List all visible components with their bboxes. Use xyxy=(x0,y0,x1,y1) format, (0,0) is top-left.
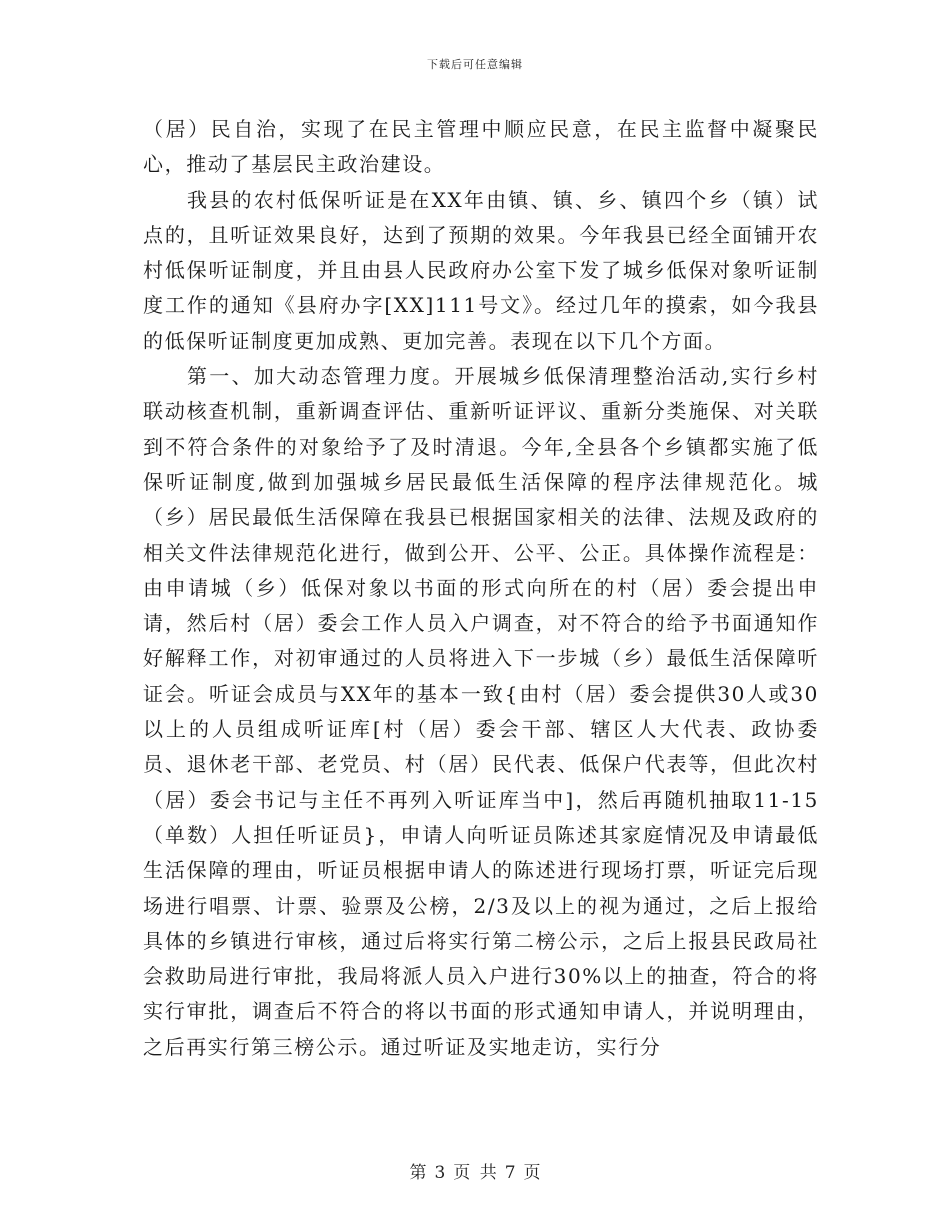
paragraph-first-point: 第一、加大动态管理力度。开展城乡低保清理整治活动,实行乡村联动核查机制，重新调查评估、重新听证评议、重新分类施保、对关联到不符合条件的对象给予了及时清退。今年,全县各个乡镇都实施了低保听证制度,做到加强城乡居民最低生活保障的程序法律规范化。城（乡）居民最低生活保障在我县已根据国家相关的法律、法规及政府的相关文件法律规范化进行，做到公开、公平、公正。具体操作流程是：由申请城（乡）低保对象以书面的形式向所在的村（居）委会提出申请，然后村（居）委会工作人员入户调查，对不符合的给予书面通知作好解释工作，对初审通过的人员将进入下一步城（乡）最低生活保障听证会。听证会成员与XX年的基本一致{由村（居）委会提供30人或30以上的人员组成听证库[村（居）委会干部、辖区人大代表、政协委员、退休老干部、老党员、村（居）民代表、低保户代表等，但此次村（居）委会书记与主任不再列入听证库当中]，然后再随机抽取11-15（单数）人担任听证员}，申请人向听证员陈述其家庭情况及申请最低生活保障的理由，听证员根据申请人的陈述进行现场打票，听证完后现场进行唱票、计票、验票及公榜，2/3及以上的视为通过，之后上报给具体的乡镇进行审核，通过后将实行第二榜公示，之后上报县民政局社会救助局进行审批，我局将派人员入户进行30%以上的抽查，符合的将实行审批，调查后不符合的将以书面的形式通知申请人，并说明理由，之后再实行第三榜公示。通过听证及实地走访，实行分 xyxy=(143,364,819,1059)
paragraph-intro: 我县的农村低保听证是在XX年由镇、镇、乡、镇四个乡（镇）试点的，且听证效果良好，达到了预期的效果。今年我县已经全面铺开农村低保听证制度，并且由县人民政府办公室下发了城乡低保对象听证制度工作的通知《县府办字[XX]111号文》。经过几年的摸索，如今我县的低保听证制度更加成熟、更加完善。表现在以下几个方面。 xyxy=(143,187,819,353)
page-footer xyxy=(0,1158,950,1183)
footer-prefix: 第 xyxy=(409,1163,427,1183)
page-header: 下载后可任意编辑 xyxy=(427,58,523,71)
document-body xyxy=(143,112,819,1065)
footer-suffix: 页 xyxy=(523,1163,541,1183)
footer-middle: 页 共 xyxy=(453,1163,497,1183)
paragraph-continuation: （居）民自治，实现了在民主管理中顺应民意，在民主监督中凝聚民心，推动了基层民主政治建设。 xyxy=(143,117,819,177)
footer-total-pages: 7 xyxy=(504,1163,516,1183)
footer-page-number: 3 xyxy=(434,1163,446,1183)
